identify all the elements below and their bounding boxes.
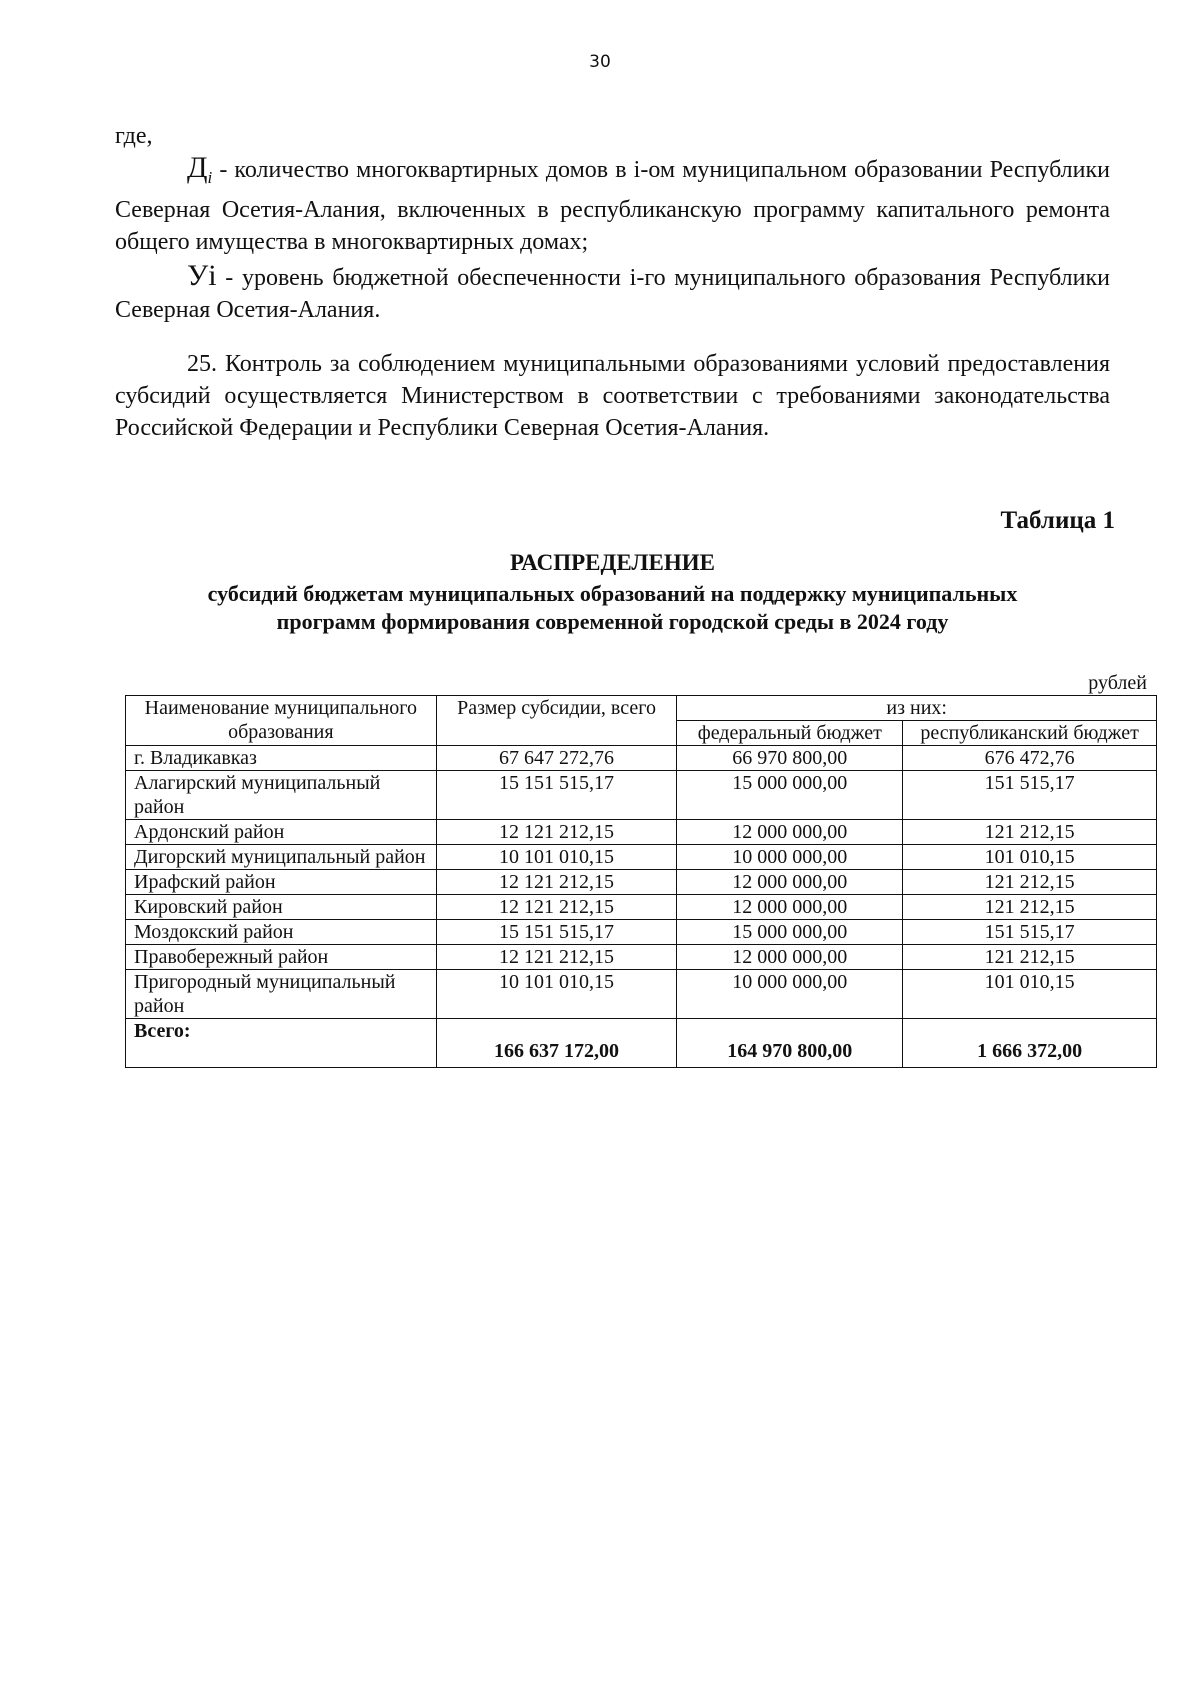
row-name: Ирафский район: [126, 870, 437, 895]
row-republic: 151 515,17: [903, 771, 1157, 820]
table-row: [126, 820, 1157, 845]
row-total: 10 101 010,15: [436, 845, 677, 870]
table-row: [126, 945, 1157, 970]
row-total: 12 121 212,15: [436, 870, 677, 895]
row-republic: 101 010,15: [903, 970, 1157, 1019]
table-row: [126, 920, 1157, 945]
row-name: Пригородный муниципальный район: [126, 970, 437, 1019]
table-subtitle-line2: программ формирования современной городской среды в 2024 году: [276, 609, 949, 634]
row-name: Ардонский район: [126, 820, 437, 845]
row-name: Правобережный район: [126, 945, 437, 970]
definition-d: [115, 152, 1110, 258]
header-federal: федеральный бюджет: [677, 721, 903, 746]
symbol-d-subscript: i: [207, 168, 213, 187]
intro-text: где,: [115, 123, 153, 149]
row-name: Алагирский муниципальный район: [126, 771, 437, 820]
table-row: [126, 771, 1157, 820]
header-name: Наименование муниципального образования: [126, 696, 437, 746]
total-label: Всего:: [126, 1019, 437, 1068]
table-total-row: [126, 1019, 1157, 1068]
row-republic: 121 212,15: [903, 820, 1157, 845]
row-republic: 121 212,15: [903, 895, 1157, 920]
row-total: 15 151 515,17: [436, 920, 677, 945]
table-row: [126, 970, 1157, 1019]
table-row: [126, 746, 1157, 771]
header-republic: республиканский бюджет: [903, 721, 1157, 746]
row-republic: 676 472,76: [903, 746, 1157, 771]
definition-u-text: - уровень бюджетной обеспеченности i-го муниципального образования Республики Северная Осетия-Алания.: [115, 265, 1110, 323]
table-row: [126, 845, 1157, 870]
row-total: 67 647 272,76: [436, 746, 677, 771]
row-total: 10 101 010,15: [436, 970, 677, 1019]
units-label: рублей: [1088, 672, 1147, 694]
total-sum: 166 637 172,00: [436, 1019, 677, 1068]
row-federal: 15 000 000,00: [677, 920, 903, 945]
row-republic: 151 515,17: [903, 920, 1157, 945]
row-republic: 121 212,15: [903, 870, 1157, 895]
row-total: 15 151 515,17: [436, 771, 677, 820]
definition-d-text: - количество многоквартирных домов в i-ом муниципальном образовании Республики Северная Осетия-Алания, включенных в республиканскую программу капитального ремонта общего имущества в многоквартирных домах;: [115, 157, 1110, 255]
row-name: Кировский район: [126, 895, 437, 920]
row-name: г. Владикавказ: [126, 746, 437, 771]
row-federal: 12 000 000,00: [677, 870, 903, 895]
row-federal: 10 000 000,00: [677, 970, 903, 1019]
row-name: Моздокский район: [126, 920, 437, 945]
row-federal: 12 000 000,00: [677, 895, 903, 920]
row-total: 12 121 212,15: [436, 895, 677, 920]
definition-u: [115, 260, 1110, 326]
paragraph-25: 25. Контроль за соблюдением муниципальными образованиями условий предоставления субсидий осуществляется Министерством в соответствии с требованиями законодательства Российской Федерации и Республики Северная Осетия-Алания.: [115, 351, 1110, 441]
header-group: из них:: [677, 696, 1157, 721]
row-total: 12 121 212,15: [436, 945, 677, 970]
header-total: Размер субсидии, всего: [436, 696, 677, 746]
row-federal: 15 000 000,00: [677, 771, 903, 820]
page-number: 30: [589, 52, 611, 72]
symbol-d: Д: [187, 151, 208, 184]
row-republic: 121 212,15: [903, 945, 1157, 970]
total-republic: 1 666 372,00: [903, 1019, 1157, 1068]
row-federal: 12 000 000,00: [677, 945, 903, 970]
table-caption: Таблица 1: [1000, 507, 1115, 534]
table-title: РАСПРЕДЕЛЕНИЕ: [510, 550, 715, 575]
row-federal: 10 000 000,00: [677, 845, 903, 870]
row-republic: 101 010,15: [903, 845, 1157, 870]
table-subtitle-line1: субсидий бюджетам муниципальных образований на поддержку муниципальных: [207, 581, 1018, 606]
symbol-u: Уi: [187, 259, 217, 292]
subsidy-table: [125, 695, 1157, 1068]
table-row: [126, 895, 1157, 920]
table-row: [126, 870, 1157, 895]
row-total: 12 121 212,15: [436, 820, 677, 845]
row-federal: 66 970 800,00: [677, 746, 903, 771]
total-federal: 164 970 800,00: [677, 1019, 903, 1068]
row-federal: 12 000 000,00: [677, 820, 903, 845]
row-name: Дигорский муниципальный район: [126, 845, 437, 870]
table-subtitle: [115, 580, 1110, 636]
table-header-row: [126, 696, 1157, 721]
